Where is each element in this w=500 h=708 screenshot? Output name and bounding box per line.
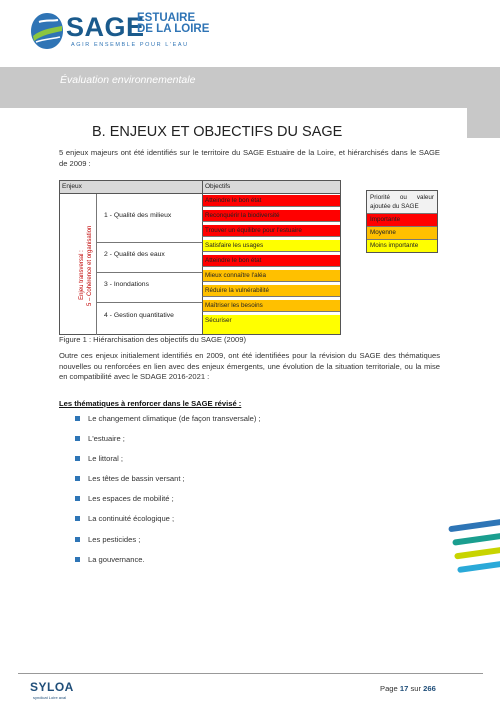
logo-sage-text: SAGE [66,12,145,42]
list-item [75,454,261,474]
decor-stripe-lightblue [457,560,500,573]
decor-stripe-green [454,546,500,559]
objectif-cell: Réduire la vulnérabilité [202,285,340,297]
sage-logo-emblem [30,12,64,50]
logo-estuaire-line: ESTUAIRE [137,12,196,24]
transversal-label-line1: Enjeu transversal : [79,250,85,300]
page-total: 266 [423,684,436,693]
intro-paragraph: 5 enjeux majeurs ont été identifiés sur le territoire du SAGE Estuaire de la Loire, et hiérarchisés dans le SAGE de 2009 : [59,148,440,168]
legend-item-moins-importante: Moins importante [367,240,437,252]
bullet-square-icon [75,516,80,521]
list-item [75,555,261,575]
banner-notch [467,108,500,138]
bullet-square-icon [75,476,80,481]
list-item-text: Les pesticides ; [88,534,141,544]
header-objectifs: Objectifs [205,183,231,190]
list-item-text: Le littoral ; [88,454,124,464]
objectif-cell: Maîtriser les besoins [202,300,340,312]
row-separator [97,302,202,303]
objectif-cell: Trouver un équilibre pour l'estuaire [202,225,340,237]
objectif-cell: Atteindre le bon état [202,255,340,267]
header-enjeux: Enjeux [62,183,82,190]
bullet-square-icon [75,456,80,461]
enjeu-3: 3 - Inondations [104,281,149,288]
footer-divider [18,673,483,674]
transversal-label [78,225,94,306]
decor-stripe-teal [452,532,500,546]
list-item [75,514,261,534]
list-item [75,434,261,454]
decor-stripe-blue [448,518,500,532]
legend-item-importante: Importante [367,214,437,227]
enjeu-1: 1 - Qualité des milieux [104,212,172,219]
row-separator [97,242,202,243]
priority-legend [366,190,438,253]
logo-tagline: AGIR ENSEMBLE POUR L'EAU [71,42,189,48]
enjeu-2: 2 - Qualité des eaux [104,251,165,258]
bullet-square-icon [75,537,80,542]
paragraph-2: Outre ces enjeux initialement identifiés en 2009, ont été identifiées pour la révision du SAGE des thématiques nouvelles ou renforcées en lien avec des enjeux émergents, une évolution de la situation territoriale, ou la mise en compatibilité avec le SDAGE 2016-2021 : [59,351,440,382]
syloa-logo: SYLOA [30,680,74,694]
list-item [75,494,261,514]
enjeu-4: 4 - Gestion quantitative [104,312,174,319]
row-separator [97,272,202,273]
list-item-text: L'estuaire ; [88,434,125,444]
page-prefix: Page [380,684,398,693]
legend-item-moyenne: Moyenne [367,227,437,240]
subheading: Les thématiques à renforcer dans le SAGE révisé : [59,399,242,408]
col-divider-left [96,194,97,335]
bullet-square-icon [75,436,80,441]
logo-loire-line: DE LA LOIRE [137,23,210,35]
objectif-cell: Satisfaire les usages [202,240,340,252]
list-item-text: Le changement climatique (de façon transversale) ; [88,414,261,423]
objectif-cell: Reconquérir la biodiversité [202,210,340,222]
page-current: 17 [399,684,409,693]
legend-title: Priorité ou valeur ajoutée du SAGE [367,191,437,214]
bullet-square-icon [75,557,80,562]
objectif-cell: Sécuriser [202,315,340,334]
transversal-label-line2: 5 – Cohérence et organisation [87,225,93,306]
list-item [75,535,261,555]
bullet-square-icon [75,496,80,501]
thematiques-list [75,414,261,575]
logo-estuaire-text [137,13,209,35]
bullet-square-icon [75,416,80,421]
list-item-text: Les têtes de bassin versant ; [88,474,185,484]
figure-caption: Figure 1 : Hiérarchisation des objectifs du SAGE (2009) [59,335,246,344]
objectif-cell: Mieux connaître l'aléa [202,270,340,282]
list-item-text: Les espaces de mobilité ; [88,494,174,504]
banner-title: Évaluation environnementale [60,74,196,86]
list-item [75,474,261,494]
table-header [59,180,341,194]
page-sep: sur [410,684,422,693]
list-item-text: La continuité écologique ; [88,514,175,524]
list-item [75,414,261,434]
syloa-subtitle: syndicat Loire aval [33,695,67,700]
page-number [380,684,436,693]
list-item-text: La gouvernance. [88,554,145,564]
objectif-cell: Atteindre le bon état [202,195,340,207]
section-title: B. ENJEUX ET OBJECTIFS DU SAGE [92,124,343,140]
